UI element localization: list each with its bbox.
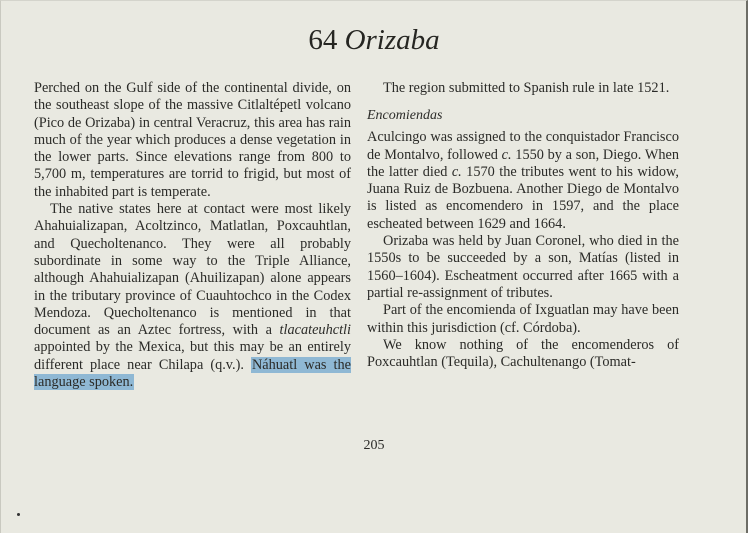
paragraph-poxcauhtlan: We know nothing of the encomenderos of Poxcauhtlan (Tequila), Cachultenango (Tomat- (367, 336, 679, 371)
aculcingo-text-a: Aculcingo was assigned to the conquistador Francisco de Montalvo, followed (367, 129, 679, 163)
paragraph-geography: Perched on the Gulf side of the continental divide, on the southeast slope of the massive Citlaltépetl volcano (Pico de Orizaba) in central Veracruz, this area has rain much of the year which produces a dense vegetation in the lower parts. Since elevations range from 800 to 5,700 m, temperatures are torrid to frigid, but most of the inhabited part is temperate. (34, 80, 351, 200)
chapter-number: 64 (308, 24, 338, 56)
paragraph-native-states (34, 201, 351, 391)
native-states-italic: tlacateuhctli (279, 322, 351, 339)
aculcingo-text-c: 1570 the tributes went to his widow, Juana Ruiz de Bozbuena. Another Diego de Montalvo is listed as encomendero in 1597, and the place escheated between 1629 and 1664. (367, 163, 679, 232)
native-states-text-b: appointed by the Mexica, but this may be an entirely different place near Chilapa (q.v.). (34, 339, 351, 373)
paragraph-ixguatlan: Part of the encomienda of Ixguatlan may have been within this jurisdiction (cf. Córdoba). (367, 302, 679, 336)
chapter-title (0, 22, 748, 58)
highlighted-text[interactable]: Náhuatl was the language spoken. (34, 356, 351, 391)
chapter-name: Orizaba (344, 24, 440, 56)
section-heading-encomiendas: Encomiendas (367, 108, 443, 124)
circa-1: c. (501, 146, 512, 163)
paragraph-spanish-rule: The region submitted to Spanish rule in late 1521. (383, 80, 670, 96)
speck (17, 513, 20, 516)
circa-2: c. (451, 163, 462, 180)
aculcingo-text-b: 1550 by a son, Diego. When the latter died (367, 146, 679, 180)
right-column (367, 80, 679, 371)
paragraph-orizaba: Orizaba was held by Juan Coronel, who died in the 1550s to be succeeded by a son, Matías (listed in 1560–1604). Escheatment occurred after 1665 with a partial re-assignment of tributes. (367, 233, 679, 301)
page-number: 205 (363, 438, 385, 453)
left-column (34, 80, 351, 391)
paragraph-aculcingo (367, 129, 679, 233)
native-states-text-a: The native states here at contact were most likely Ahahuializapan, Acoltzinco, Matlatlan, Poxcauhtlan, and Quecholtenanco. They were all probably subordinate in some way to the Triple Alliance, although Ahahuializapan (Ahuilizapan) alone appears in the tributary province of Cuauhtochco in the Codex Mendoza. Quecholtenanco is mentioned in that document as an Aztec fortress, with a (34, 201, 351, 339)
